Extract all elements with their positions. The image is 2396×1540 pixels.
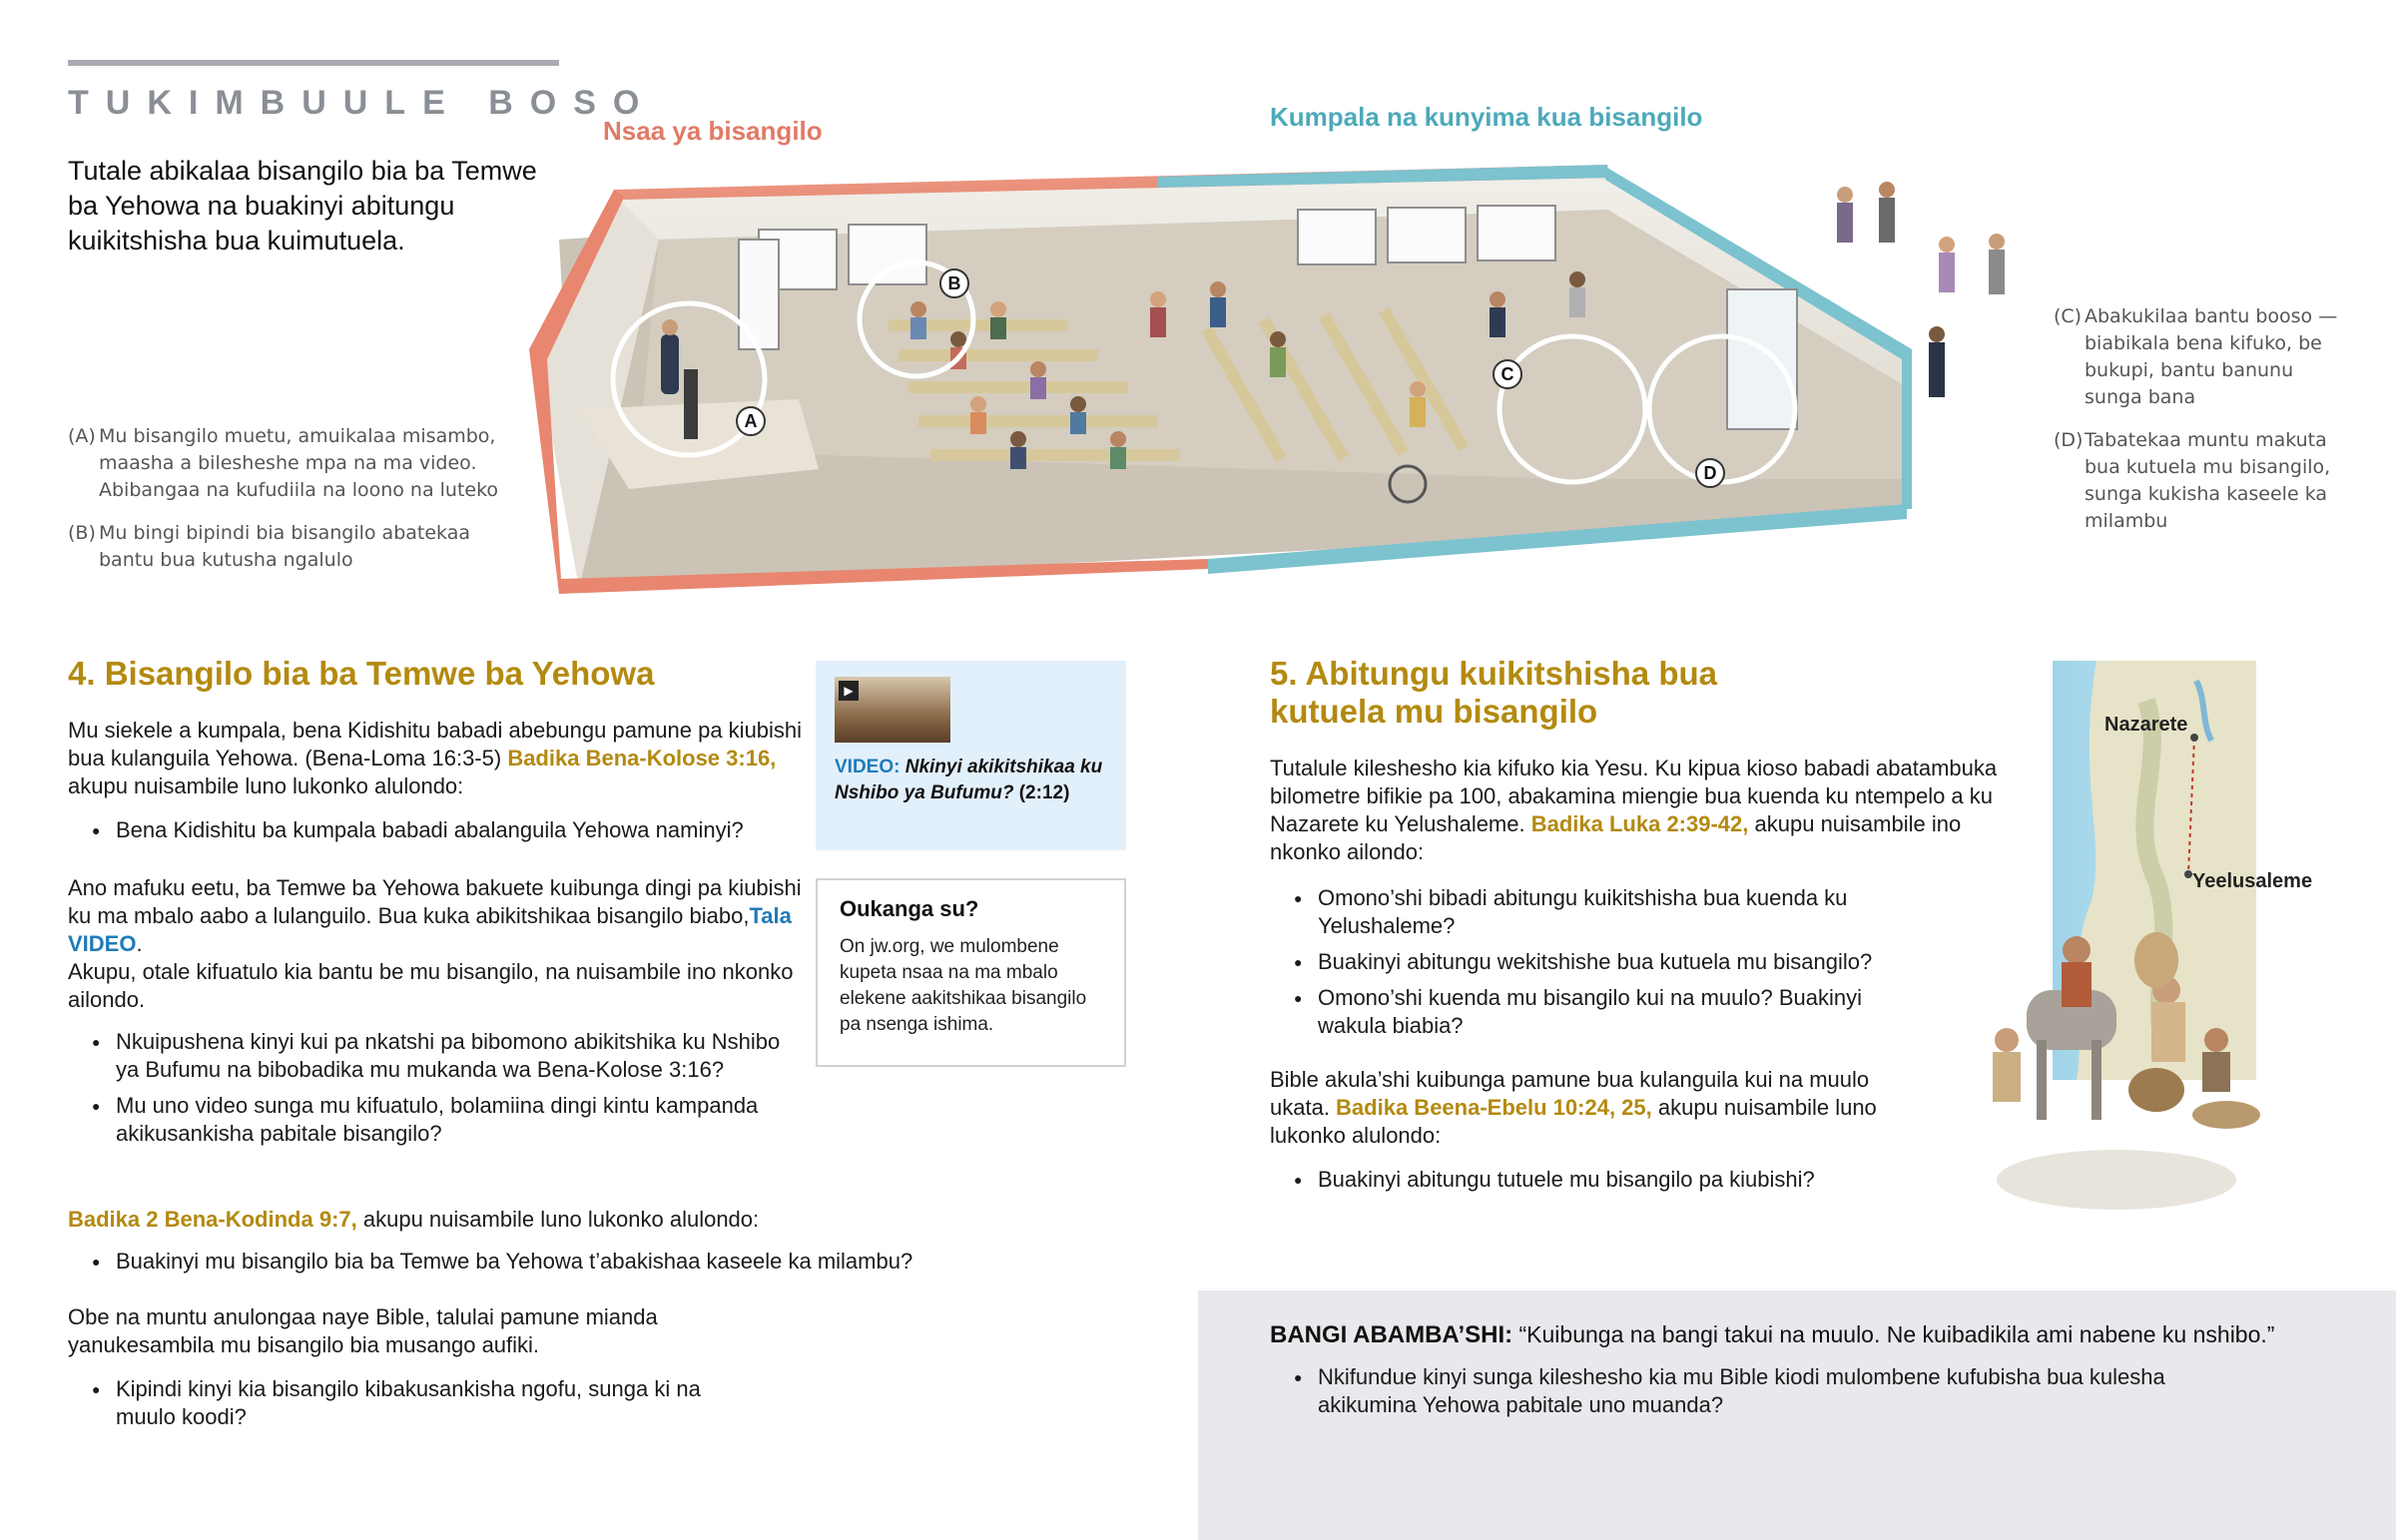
section5-questions-1 <box>1270 884 1929 1040</box>
marker-d: D <box>1703 463 1717 483</box>
map-label-yeelusaleme: Yeelusaleme <box>2192 870 2313 892</box>
legend-text: Tabatekaa muntu makuta bua kutuela mu bisangilo, sunga kukisha kaseele ka milambu <box>2085 429 2331 532</box>
video-box[interactable] <box>816 661 1126 850</box>
intro-text: Tutale abikalaa bisangilo bia ba Temwe ba Yehowa na buakinyi abitungu kuikitshisha bua kuimutuela. <box>68 156 537 256</box>
scripture-reference[interactable]: Badika Luka 2:39-42, <box>1530 811 1749 836</box>
legend-item-c <box>2054 303 2343 411</box>
scripture-reference[interactable]: Badika Bena-Kolose 3:16, <box>507 746 777 770</box>
paragraph-text: akupu nuisambile luno lukonko alulondo: <box>1270 1095 1877 1148</box>
did-you-know-title: Oukanga su? <box>840 896 979 921</box>
question-item: ● Bena Kidishitu ba kumpala babadi abalanguila Yehowa naminyi? <box>68 816 807 844</box>
question-item: ● Nkuipushena kinyi kui pa nkatshi pa bibomono abikitshika ku Nshibo ya Bufumu na bibobadika mu mukanda wa Bena-Kolose 3:16? <box>68 1028 807 1084</box>
section4-questions-4 <box>68 1375 707 1431</box>
legend-key: (D) <box>2054 429 2084 451</box>
objection-line <box>1270 1319 2348 1350</box>
paragraph-text: Bible akula’shi kuibunga pamune bua kulanguila kui na muulo ukata. <box>1270 1067 1870 1120</box>
section4-title: 4. Bisangilo bia ba Temwe ba Yehowa <box>68 655 655 692</box>
section5-paragraph-2 <box>1270 1066 1929 1150</box>
question-item: ● Kipindi kinyi kia bisangilo kibakusankisha ngofu, sunga ki na muulo koodi? <box>68 1375 707 1431</box>
legend-key: (B) <box>68 522 96 544</box>
section4-paragraph-3 <box>68 1206 966 1234</box>
map-label-nazarete: Nazarete <box>2104 714 2188 736</box>
legend-ab <box>68 423 507 574</box>
question-item: ● Mu uno video sunga mu kifuatulo, bolamiina dingi kintu kampanda akikusankisha pabitale bisangilo? <box>68 1092 807 1148</box>
section-label: TUKIMBUULE BOSO <box>68 84 657 122</box>
back-room-label: Kumpala na kunyima kua bisangilo <box>1270 102 1703 132</box>
video-link[interactable]: Tala VIDEO <box>68 903 792 956</box>
did-you-know-box <box>816 878 1126 1067</box>
section4-paragraph-2 <box>68 874 807 1014</box>
marker-a: A <box>744 411 758 431</box>
objection-quote: “Kuibunga na bangi takui na muulo. Ne kuibadikila ami nabene ku nshibo.” <box>1518 1321 2275 1347</box>
objection-questions <box>1270 1363 2168 1419</box>
header-rule <box>68 60 559 66</box>
legend-text: Mu bisangilo muetu, amuikalaa misambo, maasha a bilesheshe mpa na ma video. Abibangaa na kufudiila na loono na luteko <box>99 425 499 501</box>
section4-questions-2 <box>68 1028 807 1148</box>
objection-label: BANGI ABAMBA’SHI: <box>1270 1321 1513 1348</box>
marker-b: B <box>947 273 961 293</box>
section5-questions-2 <box>1270 1166 1929 1194</box>
paragraph-text: akupu nuisambile ino nkonko ailondo: <box>1270 811 1962 864</box>
section4-paragraph-4: Obe na muntu anulongaa naye Bible, talulai pamune mianda yanukesambila mu bisangilo bia musango aufiki. <box>68 1304 658 1357</box>
section5-paragraph-1 <box>1270 755 2029 866</box>
question-item: ● Buakinyi abitungu wekitshishe bua kutuela mu bisangilo? <box>1270 948 1929 976</box>
section4-questions-1 <box>68 816 807 844</box>
video-duration: (2:12) <box>1018 782 1070 803</box>
section5-title-line-2: kutuela mu bisangilo <box>1270 693 1598 730</box>
paragraph-text: Tutalule kileshesho kia kifuko kia Yesu. Ku kipua kioso babadi abatambuka bilometre bifikie pa 100, abakamina miengie bua kuenda ku ntempelo a ku Nazarete ku Yelushaleme. <box>1270 756 1998 836</box>
legend-item-b <box>68 520 507 574</box>
legend-key: (A) <box>68 425 96 447</box>
section5-title <box>1270 655 1869 731</box>
marker-c: C <box>1500 364 1514 384</box>
did-you-know-text: On jw.org, we mulombene kupeta nsaa na ma mbalo elekene aakitshikaa bisangilo pa nsenga ishima. <box>840 936 1087 1035</box>
section4-paragraph-1 <box>68 717 807 800</box>
legend-text: Mu bingi bipindi bia bisangilo abatekaa bantu bua kutusha ngalulo <box>99 522 471 571</box>
play-icon[interactable]: ▶ <box>839 681 859 701</box>
front-room-label: Nsaa ya bisangilo <box>603 116 823 146</box>
paragraph-text: akupu nuisambile luno lukonko alulondo: <box>356 1207 760 1232</box>
legend-key: (C) <box>2054 305 2083 327</box>
paragraph-text: Akupu, otale kifuatulo kia bantu be mu bisangilo, na nuisambile ino nkonko ailondo. <box>68 959 794 1012</box>
section5-title-line-1: 5. Abitungu kuikitshisha bua <box>1270 655 1717 692</box>
legend-item-a <box>68 423 507 504</box>
journey-map-illustration <box>1927 661 2326 1230</box>
video-label: VIDEO: <box>835 757 900 777</box>
paragraph-text: . <box>136 931 143 956</box>
scripture-reference[interactable]: Badika Beena-Ebelu 10:24, 25, <box>1336 1095 1652 1120</box>
section4-questions-3 <box>68 1248 1026 1276</box>
legend-text: Abakukilaa bantu booso —biabikala bena kifuko, be bukupi, bantu banunu sunga bana <box>2085 305 2338 408</box>
legend-item-d <box>2054 427 2343 535</box>
legend-cd <box>2054 303 2343 535</box>
video-thumbnail[interactable] <box>835 677 950 743</box>
video-caption <box>835 755 1107 806</box>
question-item: ● Omono’shi kuenda mu bisangilo kui na muulo? Buakinyi wakula biabia? <box>1270 984 1929 1040</box>
question-item: ● Buakinyi abitungu tutuele mu bisangilo pa kiubishi? <box>1270 1166 1929 1194</box>
paragraph-text: akupu nuisambile luno lukonko alulondo: <box>68 773 464 798</box>
question-item: ● Buakinyi mu bisangilo bia ba Temwe ba Yehowa t’abakishaa kaseele ka milambu? <box>68 1248 1026 1276</box>
video-title: Nkinyi akikitshikaa ku Nshibo ya Bufumu? <box>835 757 1103 803</box>
question-item: ● Nkifundue kinyi sunga kileshesho kia mu Bible kiodi mulombene kufubisha bua kulesha akikumina Yehowa pabitale uno muanda? <box>1270 1363 2168 1419</box>
paragraph-text: Ano mafuku eetu, ba Temwe ba Yehowa bakuete kuibunga dingi pa kiubishi ku ma mbalo aabo a lulanguilo. Bua kuka abikitshikaa bisangilo biabo, <box>68 875 802 928</box>
paragraph-text: Mu siekele a kumpala, bena Kidishitu babadi abebungu pamune pa kiubishi bua kulanguila Yehowa. (Bena-Loma 16:3-5) <box>68 718 803 770</box>
question-item: ● Omono’shi bibadi abitungu kuikitshisha bua kuenda ku Yelushaleme? <box>1270 884 1929 940</box>
scripture-reference[interactable]: Badika 2 Bena-Kodinda 9:7, <box>68 1207 357 1232</box>
